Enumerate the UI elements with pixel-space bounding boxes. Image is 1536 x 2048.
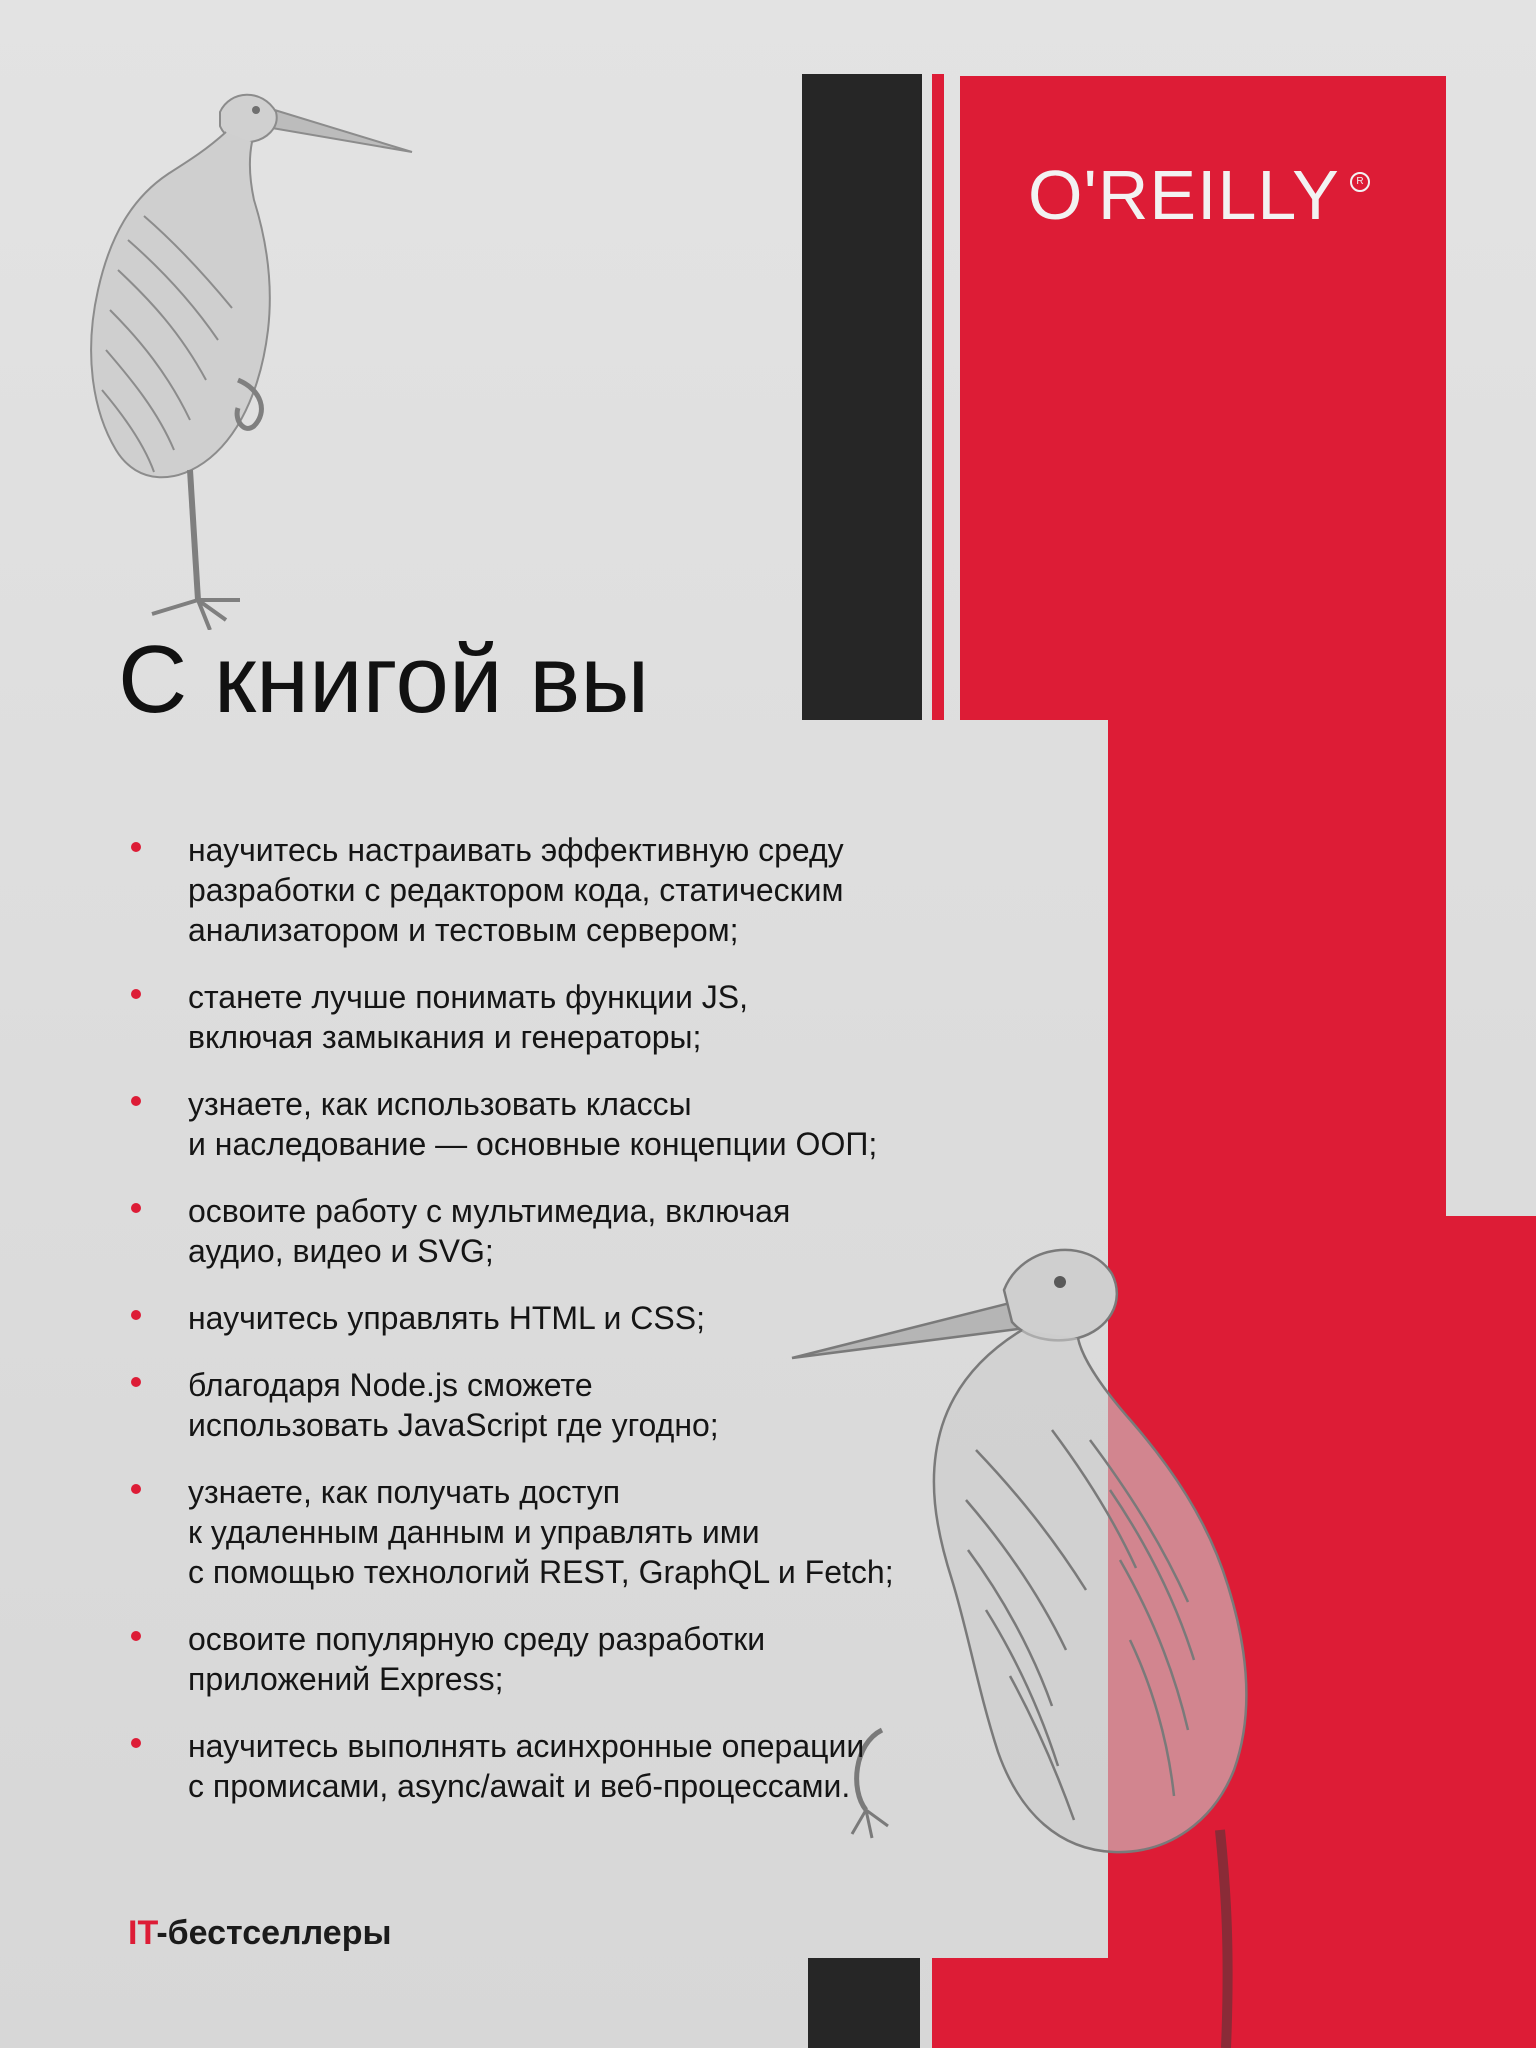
list-item <box>124 830 1004 950</box>
list-item-line: к удаленным данным и управлять ими <box>188 1514 760 1550</box>
feature-list <box>124 830 1004 1833</box>
dark-vertical-bar <box>802 74 922 720</box>
series-name: -бестселлеры <box>156 1914 392 1952</box>
list-item-line: научитесь настраивать эффективную среду <box>188 832 844 868</box>
list-item-line: благодаря Node.js сможете <box>188 1367 593 1403</box>
list-item-line: включая замыкания и генераторы; <box>188 1019 702 1055</box>
section-heading: С книгой вы <box>118 626 650 733</box>
list-item-line: освоите работу с мультимедиа, включая <box>188 1193 791 1229</box>
list-item-line: аудио, видео и SVG; <box>188 1233 494 1269</box>
list-item-line: узнаете, как использовать классы <box>188 1086 692 1122</box>
bullet-dot-icon <box>131 1203 141 1213</box>
bullet-dot-icon <box>131 1631 141 1641</box>
list-item-line: использовать JavaScript где угодно; <box>188 1407 719 1443</box>
heron-illustration-top <box>40 40 420 630</box>
bullet-dot-icon <box>131 1096 141 1106</box>
red-panel-middle <box>1108 718 1446 1218</box>
series-prefix: IT <box>128 1914 157 1952</box>
list-item-line: с промисами, async/await и веб-процессами. <box>188 1768 851 1804</box>
list-item-line: научитесь управлять HTML и CSS; <box>188 1300 705 1336</box>
registered-trademark-icon: R <box>1350 172 1370 192</box>
bullet-dot-icon <box>131 1377 141 1387</box>
bullet-dot-icon <box>131 1738 141 1748</box>
list-item <box>124 1472 1004 1592</box>
list-item <box>124 1191 1004 1271</box>
list-item-line: научитесь выполнять асинхронные операции <box>188 1728 865 1764</box>
list-item-line: освоите популярную среду разработки <box>188 1621 766 1657</box>
list-item <box>124 1365 1004 1445</box>
list-item <box>124 1298 1004 1338</box>
list-item <box>124 1619 1004 1699</box>
oreilly-logo: O'REILLY <box>1028 156 1340 234</box>
list-item <box>124 1726 1004 1806</box>
thin-red-stripe <box>932 74 944 720</box>
bullet-dot-icon <box>131 842 141 852</box>
list-item-line: с помощью технологий REST, GraphQL и Fetch; <box>188 1554 894 1590</box>
bullet-dot-icon <box>131 1310 141 1320</box>
list-item-line: и наследование — основные концепции ООП; <box>188 1126 878 1162</box>
bullet-dot-icon <box>131 1484 141 1494</box>
list-item-line: узнаете, как получать доступ <box>188 1474 621 1510</box>
list-item-line: анализатором и тестовым сервером; <box>188 912 739 948</box>
list-item <box>124 1084 1004 1164</box>
list-item-line: станете лучше понимать функции JS, <box>188 979 749 1015</box>
list-item-line: разработки с редактором кода, статическим <box>188 872 844 908</box>
list-item-line: приложений Express; <box>188 1661 504 1697</box>
bullet-dot-icon <box>131 989 141 999</box>
series-label <box>128 1916 392 1950</box>
list-item <box>124 977 1004 1057</box>
